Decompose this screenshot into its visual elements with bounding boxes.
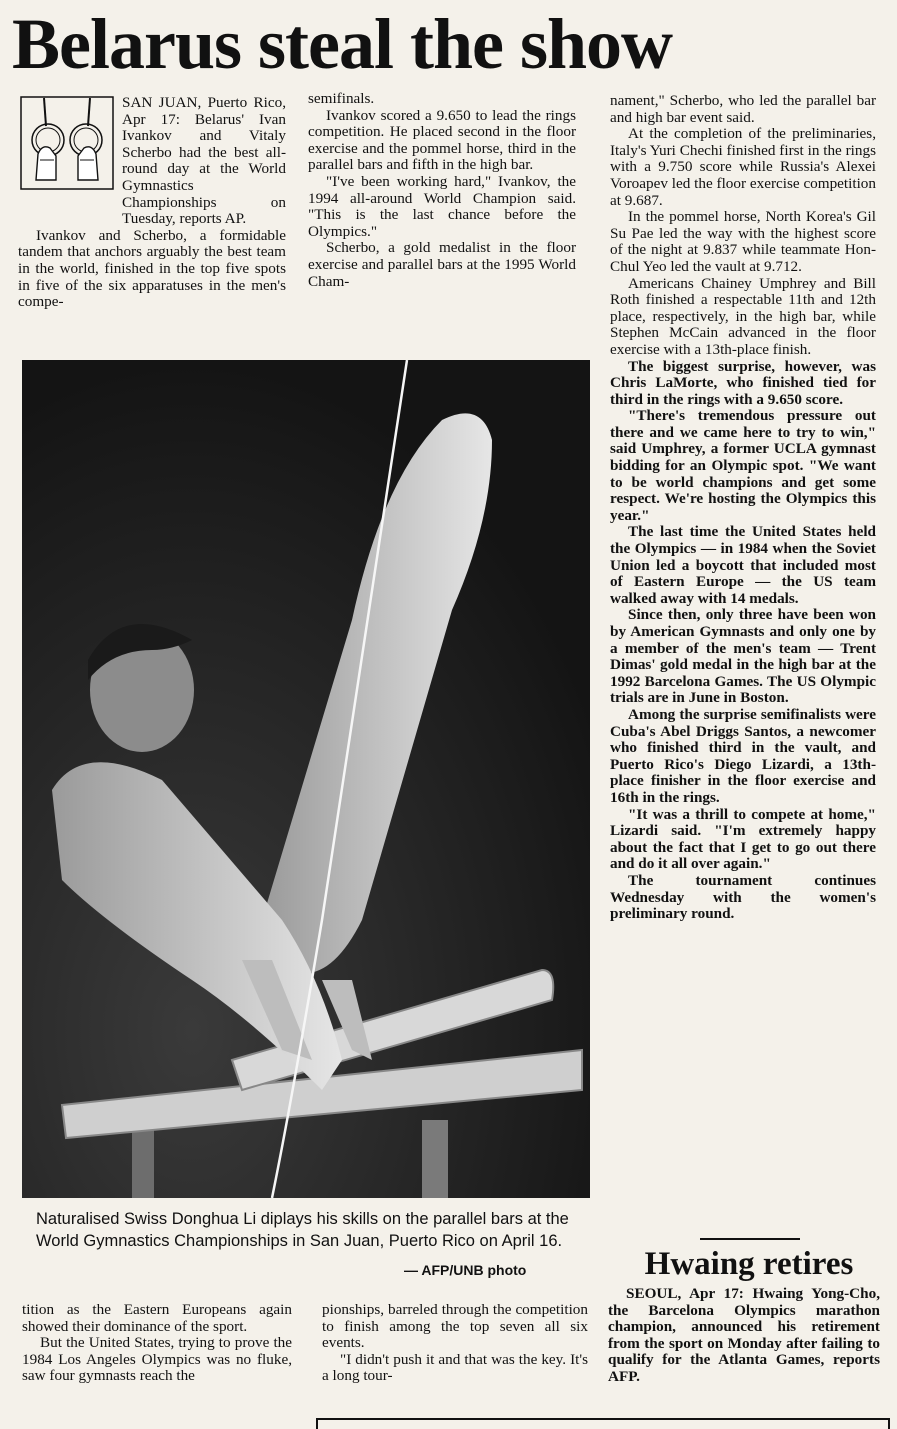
article-column-2-continued: [322, 1302, 588, 1426]
sidebar-paragraph: SEOUL, Apr 17: Hwaing Yong-Cho, the Barcelona Olympics marathon champion, announced his retirement from the sport on Monday after failing to qualify for the Atlanta Games, reports AFP.: [608, 1286, 880, 1385]
sidebar-headline: Hwaing retires: [644, 1246, 854, 1282]
article-column-2: [308, 91, 576, 351]
paragraph: "It was a thrill to compete at home," Lizardi said. "I'm extremely happy about the fact that I get to go out there and do it all over again.": [610, 805, 876, 873]
paragraph: The biggest surprise, however, was Chris LaMorte, who finished tied for third in the rings with a 9.650 score.: [610, 357, 876, 408]
sidebar-rule: [700, 1238, 800, 1240]
paragraph: The tournament continues Wednesday with the women's preliminary round.: [610, 871, 876, 923]
gymnast-photo: [22, 360, 590, 1198]
paragraph: SAN JUAN, Puerto Rico, Apr 17: Belarus' Ivan Ivankov and Vitaly Scherbo had the best all-round day at the World Gymnastics Championships on Tuesday, reports AP.: [122, 95, 286, 228]
sidebar-body: [608, 1286, 880, 1410]
paragraph: nament," Scherbo, who led the parallel bar and high bar event said.: [610, 93, 876, 126]
paragraph: "I've been working hard," Ivankov, the 1994 all-around World Champion said. "This is the last chance before the Olympics.": [308, 172, 576, 240]
bottom-box-frame: [316, 1418, 890, 1429]
paragraph: Scherbo, a gold medalist in the floor exercise and parallel bars at the 1995 World Cham-: [308, 239, 576, 290]
paragraph: pionships, barreled through the competition to finish among the top seven all six events.: [322, 1302, 588, 1352]
paragraph: tition as the Eastern Europeans again showed their dominance of the sport.: [22, 1302, 292, 1335]
paragraph: Since then, only three have been won by American Gymnasts and only one by a member of the men's team — Trent Dimas' gold medal in the high bar at the 1992 Barcelona Games. The US Olympic trials are in June in Boston.: [610, 606, 876, 707]
logo-spacer: [18, 95, 122, 227]
paragraph: Ivankov and Scherbo, a formidable tandem that anchors arguably the best team in the world, finished in the top five spots in five of the six apparatuses in the men's compe-: [18, 226, 286, 311]
article-column-1: [18, 95, 286, 350]
photo-credit: — AFP/UNB photo: [404, 1262, 527, 1278]
paragraph: Americans Chainey Umphrey and Bill Roth finished a respectable 11th and 12th place, respectively, in the high bar, while Stephen McCain advanced in the floor exercise with a 13th-place finish.: [610, 274, 876, 358]
paragraph: Among the surprise semifinalists were Cuba's Abel Driggs Santos, a newcomer who finished third in the vault, and Puerto Rico's Diego Lizardi, a 13th-place finisher in the floor exercise and 16th in the rings.: [610, 705, 876, 806]
paragraph: semifinals.: [308, 91, 375, 107]
paragraph: "I didn't push it and that was the key. It's a long tour-: [322, 1350, 588, 1385]
paragraph: At the completion of the preliminaries, Italy's Yuri Chechi finished first in the rings with a 9.750 score while Russia's Alexei Voroapev led the floor exercise competition at 9.687.: [610, 125, 876, 209]
headline: Belarus steal the show: [12, 4, 672, 84]
paragraph: Ivankov scored a 9.650 to lead the rings competition. He placed second in the floor exercise and the pommel horse, third in the parallel bars and fifth in the high bar.: [308, 106, 576, 174]
article-column-1-continued: [22, 1302, 292, 1426]
paragraph: But the United States, trying to prove the 1984 Los Angeles Olympics was no fluke, saw four gymnasts reach the: [22, 1334, 292, 1385]
paragraph: In the pommel horse, North Korea's Gil Su Pae led the way with the highest score of the night at 9.837 while teammate Hon-Chul Yeo led the vault at 9.712.: [610, 208, 876, 275]
article-column-3: [610, 93, 876, 1227]
paragraph: "There's tremendous pressure out there and we came here to try to win," said Umphrey, a former UCLA gymnast bidding for an Olympic spot. "We want to be world champions and get some respect. We're hosting the Olympics this year.": [610, 407, 876, 524]
paragraph: The last time the United States held the Olympics — in 1984 when the Soviet Union led a boycott that included most of Eastern Europe — the US team walked away with 14 medals.: [610, 523, 876, 607]
photo-caption: Naturalised Swiss Donghua Li diplays his skills on the parallel bars at the World Gymnastics Championships in San Juan, Puerto Rico on April 16.: [36, 1210, 569, 1250]
